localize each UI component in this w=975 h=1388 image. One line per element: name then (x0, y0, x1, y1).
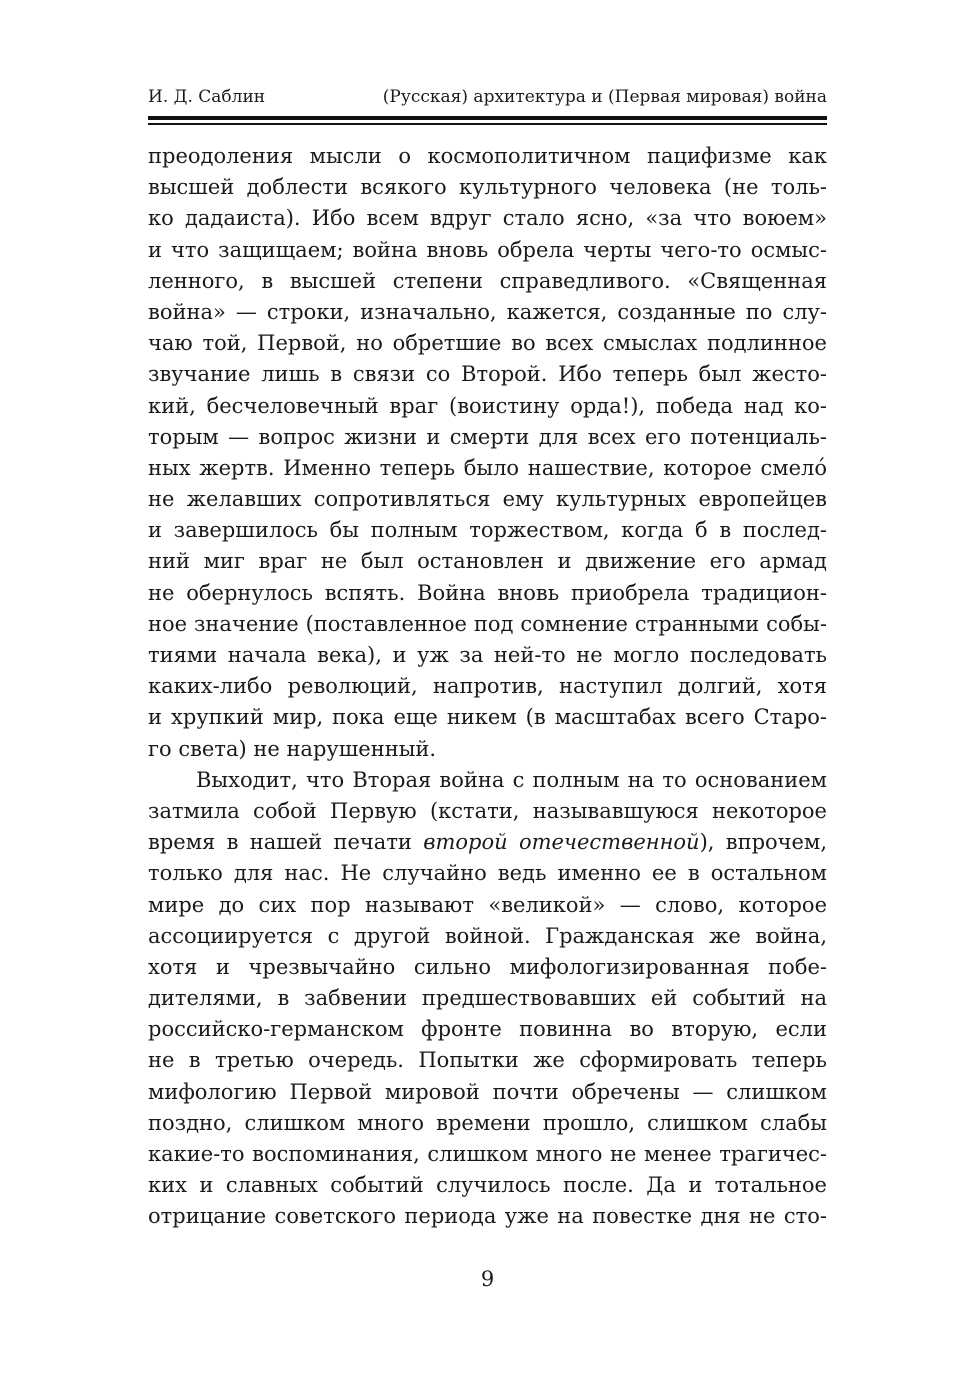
text-line: Выходит, что Вторая война с полным на то основанием (196, 767, 827, 792)
running-header (148, 86, 827, 110)
text-line: не обернулось вспять. Война вновь приобрела традицион- (148, 580, 827, 605)
text-line: и хрупкий мир, пока еще никем (в масштабах всего Старо- (148, 705, 827, 730)
text-line: ко дадаиста). Ибо всем вдруг стало ясно, «за что воюем» (148, 206, 827, 231)
paragraph-2 (148, 765, 827, 1233)
text-run: время в нашей печати (148, 830, 424, 855)
text-line: только для нас. Не случайно ведь именно ее в остальном (148, 861, 827, 886)
text-line: война» — строки, изначально, кажется, созданные по слу- (148, 299, 827, 324)
text-line-with-italic (148, 827, 827, 858)
text-run: ), впрочем, (699, 830, 827, 855)
text-line: ное значение (поставленное под сомнение странными собы- (148, 611, 827, 636)
text-line: чаю той, Первой, но обретшие во всех смыслах подлинное (148, 331, 827, 356)
text-line: затмила собой Первую (кстати, называвшуюся некоторое (148, 798, 827, 823)
text-line: торым — вопрос жизни и смерти для всех его потенциаль- (148, 424, 827, 449)
text-line: преодоления мысли о космополитичном пацифизме как (148, 144, 827, 168)
text-line: мифологию Первой мировой почти обречены — слишком (148, 1079, 827, 1104)
text-line: не в третью очередь. Попытки же сформировать теперь (148, 1048, 827, 1073)
text-line: ленного, в высшей степени справедливого. «Священная (148, 268, 827, 293)
text-line: и что защищаем; война вновь обрела черты чего-то осмыс- (148, 237, 827, 262)
text-line: кий, бесчеловечный враг (воистину орда!), победа над ко- (148, 393, 827, 418)
text-line: высшей доблести всякого культурного человека (не толь- (148, 175, 827, 200)
text-line: ных жертв. Именно теперь было нашествие, которое смело́ (148, 455, 827, 480)
text-line: ассоциируется с другой войной. Гражданская же война, (148, 923, 827, 948)
text-line: поздно, слишком много времени прошло, слишком слабы (148, 1110, 827, 1135)
text-line: тиями начала века), и уж за ней-то не могло последовать (148, 643, 827, 667)
italic-phrase: второй отечественной (423, 830, 700, 855)
text-line: российско-германском фронте повинна во вторую, если (148, 1017, 827, 1042)
header-rule-thick (148, 116, 827, 120)
text-line: какие-то воспоминания, слишком много не менее трагичес- (148, 1142, 827, 1166)
page-number: 9 (480, 1267, 495, 1291)
paragraph-1 (148, 141, 827, 765)
text-line: го света) не нарушенный. (148, 736, 437, 761)
text-line: хотя и чрезвычайно сильно мифологизированная побе- (148, 954, 827, 979)
header-book-title: (Русская) архитектура и (Первая мировая) война (382, 87, 827, 107)
page-body (148, 141, 827, 1233)
text-line: ких и славных событий случилось после. Да и тотальное (148, 1173, 827, 1198)
text-line: ний миг враг не был остановлен и движение его армад (148, 549, 827, 574)
header-rule-thin (148, 123, 827, 125)
text-line: не желавших сопротивляться ему культурных европейцев (148, 487, 827, 512)
text-line: отрицание советского периода уже на повестке дня не сто- (148, 1204, 827, 1229)
text-line: мире до сих пор называют «великой» — слово, которое (148, 892, 827, 917)
text-line: дителями, в забвении предшествовавших ей событий на (148, 986, 827, 1011)
text-line: каких-либо революций, напротив, наступил долгий, хотя (148, 674, 827, 699)
text-line: и завершилось бы полным торжеством, когда б в послед- (148, 518, 827, 543)
header-author: И. Д. Саблин (148, 87, 266, 107)
text-line: звучание лишь в связи со Второй. Ибо теперь был жесто- (148, 362, 827, 387)
